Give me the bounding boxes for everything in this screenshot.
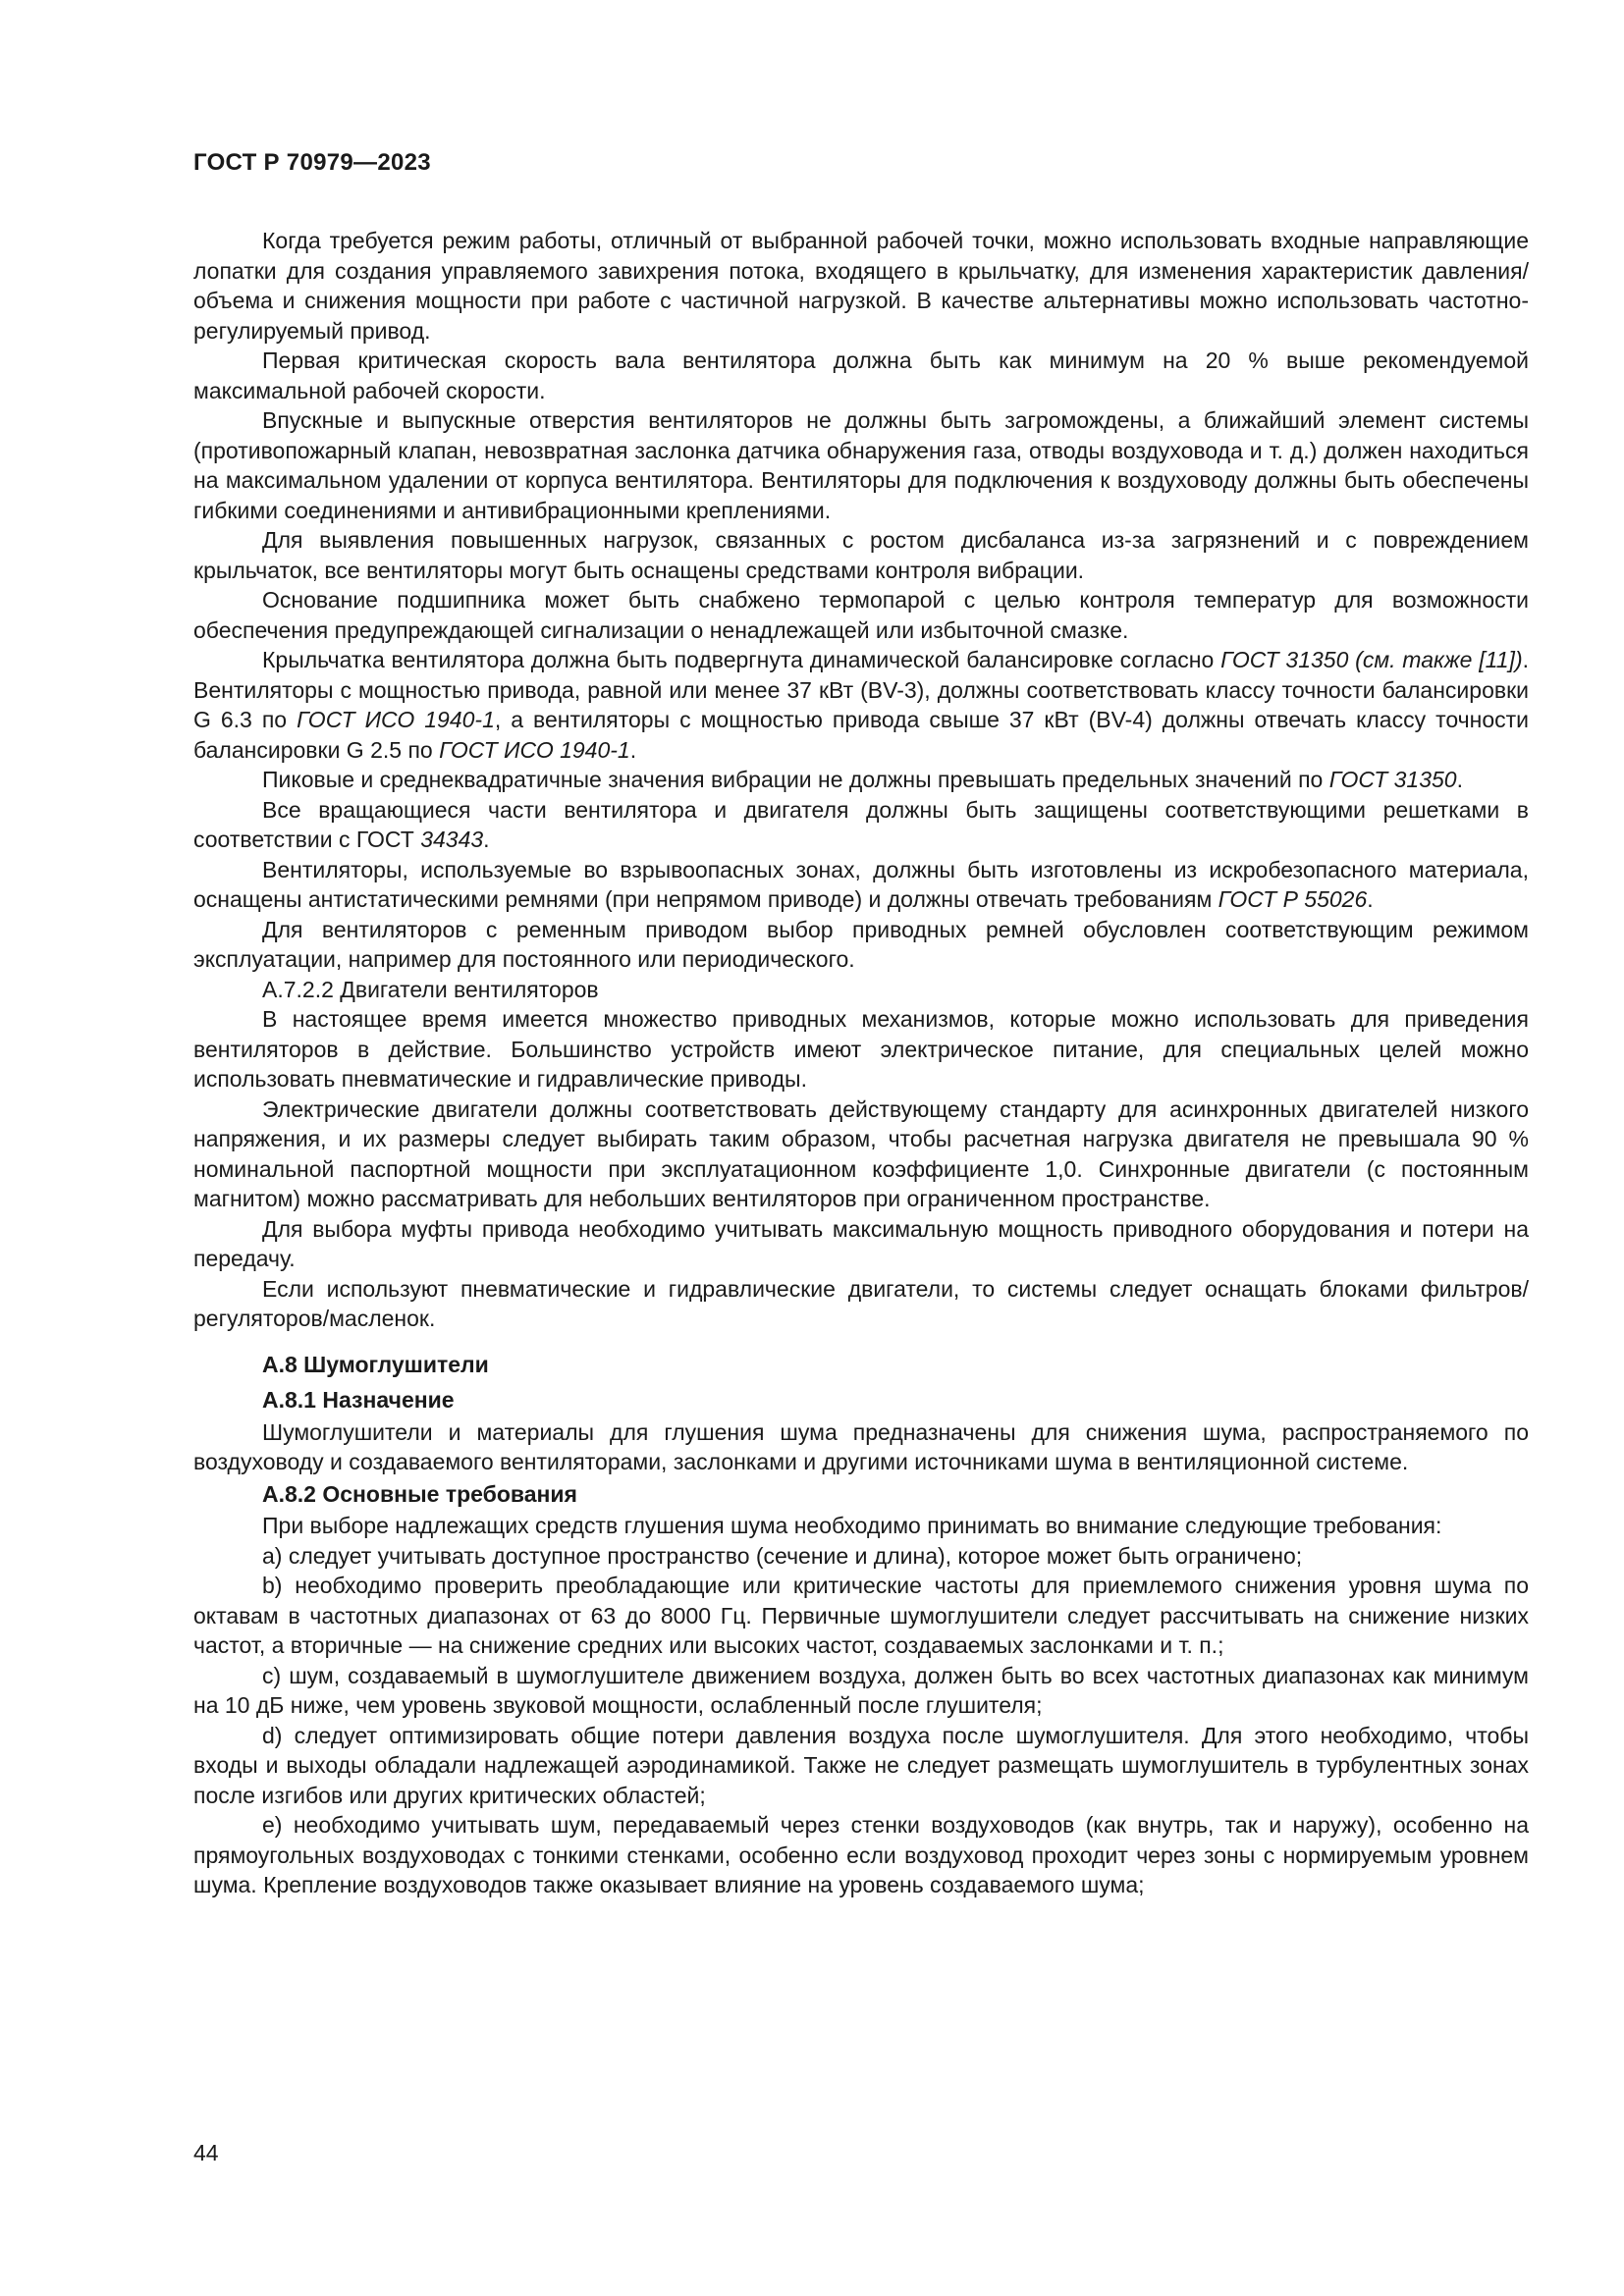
list-item: е) необходимо учитывать шум, передаваемый через стенки воздуховодов (как внутрь, так и наружу), особенно на прямоугольных воздуховодах с тонкими стенками, особенно если воздуховод проходит через зоны с нормируемым уровнем шума. Крепление воздуховодов также оказывает влияние на уровень создаваемого шума; [193, 1812, 1529, 1897]
document-header: ГОСТ Р 70979—2023 [193, 149, 431, 176]
text-run: , а вентиляторы с мощностью привода свыше 37 кВт (BV-4) должны отвечать классу точности балансировки G 2.5 по [193, 707, 1530, 763]
text-run: . [1456, 767, 1463, 792]
paragraph: Первая критическая скорость вала вентилятора должна быть как минимум на 20 % выше рекомендуемой максимальной рабочей скорости. [193, 347, 1529, 403]
paragraph: При выборе надлежащих средств глушения шума необходимо принимать во внимание следующие требования: [262, 1513, 1442, 1538]
paragraph: Электрические двигатели должны соответствовать действующему стандарту для асинхронных двигателей низкого напряжения, и их размеры следует выбирать таким образом, чтобы расчетная нагрузка двигателя не превышала 90 % номинальной паспортной мощности при эксплуатационном коэффициенте 1,0. Синхронные двигатели (с постоянным магнитом) можно рассматривать для небольших вентиляторов при ограниченном пространстве. [193, 1095, 1529, 1211]
list-item: с) шум, создаваемый в шумоглушителе движением воздуха, должен быть во всех частотных диапазонах как минимум на 10 дБ ниже, чем уровень звуковой мощности, ослабленный после глушителя; [193, 1662, 1529, 1718]
paragraph [193, 765, 1529, 795]
subsection-heading: А.8.1 Назначение [262, 1387, 455, 1413]
text-run: Пиковые и среднеквадратичные значения вибрации не должны превышать предельных значений по [262, 767, 1329, 792]
standard-reference: ГОСТ 31350 (см. также [11]) [1220, 647, 1523, 672]
list-item: b) необходимо проверить преобладающие или критические частоты для приемлемого снижения уровня шума по октавам в частотных диапазонах от 63 до 8000 Гц. Первичные шумоглушители следует рассчитывать на снижение низких частот, а вторичные — на снижение средних или высоких частот, создаваемых заслонками и т. п.; [193, 1573, 1529, 1658]
paragraph: Для выбора муфты привода необходимо учитывать максимальную мощность приводного оборудования и потери на передачу. [193, 1215, 1529, 1271]
standard-reference: ГОСТ Р 55026 [1218, 886, 1368, 912]
paragraph [193, 855, 1529, 915]
standard-reference: ГОСТ ИСО 1940-1 [439, 736, 630, 763]
paragraph: Когда требуется режим работы, отличный от выбранной рабочей точки, можно использовать входные направляющие лопатки для создания управляемого завихрения потока, входящего в крыльчатку, для изменения характеристик давления/объема и снижения мощности при работе с частичной нагрузкой. В качестве альтернативы можно использовать частотно-регулируемый привод. [193, 228, 1529, 344]
text-run: Все вращающиеся части вентилятора и двигателя должны быть защищены соответствующими решетками в соответствии с ГОСТ [193, 796, 1529, 852]
list-item: а) следует учитывать доступное пространство (сечение и длина), которое может быть ограничено; [262, 1542, 1303, 1569]
page-number: 44 [193, 2140, 219, 2165]
standard-reference: ГОСТ 31350 [1328, 767, 1457, 792]
paragraph: Шумоглушители и материалы для глушения шума предназначены для снижения шума, распространяемого по воздуховоду и создаваемого вентиляторами, заслонками и другими источниками шума в вентиляционной системе. [193, 1418, 1529, 1474]
text-run: . [483, 827, 490, 852]
paragraph: В настоящее время имеется множество приводных механизмов, которые можно использовать для приведения вентиляторов в действие. Большинство устройств имеют электрическое питание, для специальных целей можно использовать пневматические и гидравлические приводы. [193, 1006, 1529, 1092]
section-heading: А.8 Шумоглушители [262, 1351, 489, 1377]
paragraph: Основание подшипника может быть снабжено термопарой с целью контроля температур для возможности обеспечения предупреждающей сигнализации о ненадлежащей или избыточной смазке. [193, 587, 1529, 643]
text-run: . [1367, 886, 1374, 912]
text-run: . Вентиляторы с мощностью привода, равной или менее 37 кВт (BV-3), должны соответствовать классу точности балансировки G 6.3 по [193, 647, 1529, 732]
text-run: Крыльчатка вентилятора должна быть подвергнута динамической балансировке согласно [262, 647, 1221, 672]
text-run: Вентиляторы, используемые во взрывоопасных зонах, должны быть изготовлены из искробезопасного материала, оснащены антистатическими ремнями (при непрямом приводе) и должны отвечать требованиям [193, 856, 1529, 912]
standard-reference: ГОСТ ИСО 1940-1 [297, 707, 495, 732]
standard-reference: 34343 [420, 827, 484, 852]
text-run: . [629, 736, 637, 763]
subsection-heading: А.8.2 Основные требования [262, 1480, 577, 1507]
list-item: d) следует оптимизировать общие потери давления воздуха после шумоглушителя. Для этого необходимо, чтобы входы и выходы обладали надлежащей аэродинамикой. Также не следует размещать шумоглушитель в турбулентных зонах после изгибов или других критических областей; [193, 1722, 1529, 1808]
subsection-title: А.7.2.2 Двигатели вентиляторов [262, 976, 599, 1002]
paragraph: Для вентиляторов с ременным приводом выбор приводных ремней обусловлен соответствующим режимом эксплуатации, например для постоянного или периодического. [193, 916, 1529, 972]
paragraph: Впускные и выпускные отверстия вентиляторов не должны быть загромождены, а ближайший элемент системы (противопожарный клапан, невозвратная заслонка датчика обнаружения газа, отводы воздуховода и т. д.) должен находиться на максимальном удалении от корпуса вентилятора. Вентиляторы для подключения к воздуховоду должны быть обеспечены гибкими соединениями и антивибрационными креплениями. [193, 407, 1529, 523]
paragraph [193, 795, 1529, 855]
paragraph: Если используют пневматические и гидравлические двигатели, то системы следует оснащать блоками фильтров/регуляторов/масленок. [193, 1275, 1529, 1331]
paragraph: Для выявления повышенных нагрузок, связанных с ростом дисбаланса из-за загрязнений и с повреждением крыльчаток, все вентиляторы могут быть оснащены средствами контроля вибрации. [193, 527, 1529, 583]
paragraph [193, 645, 1529, 765]
document-body [193, 226, 1529, 1900]
